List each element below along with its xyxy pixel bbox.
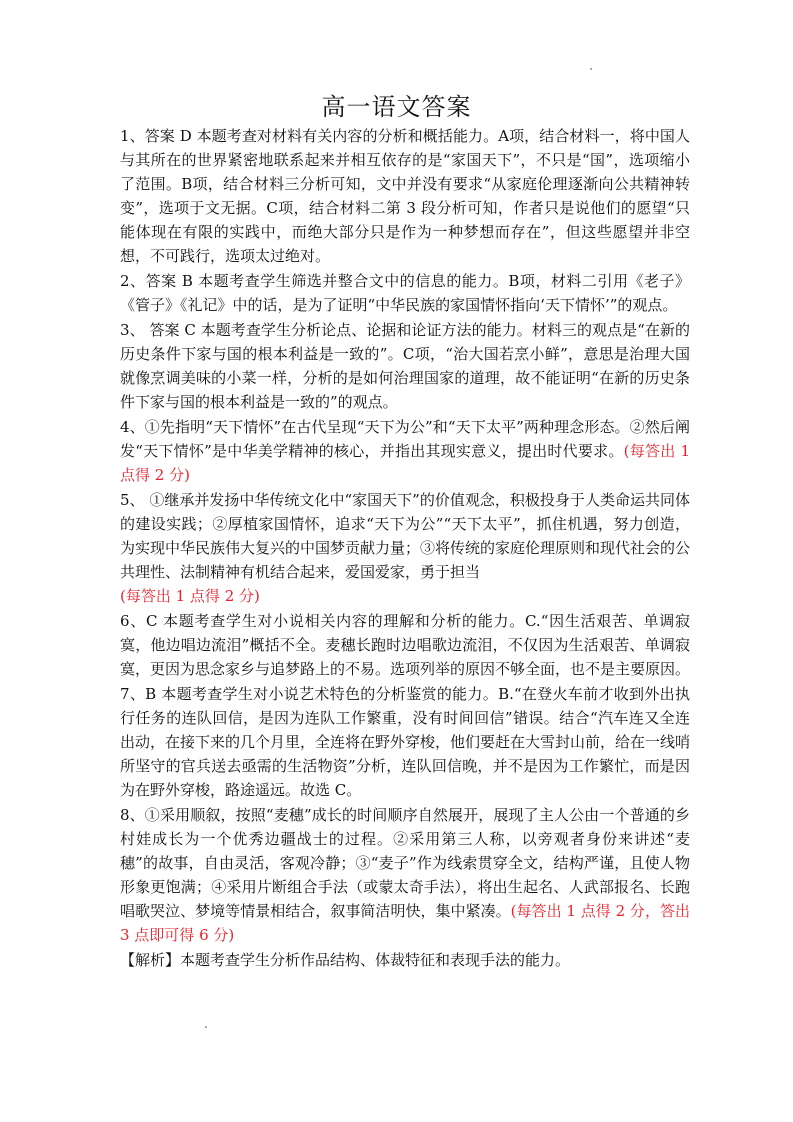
answer-8: 8、①采用顺叙，按照“麦穗”成长的时间顺序自然展开，展现了主人公由一个普通的乡村娃成长为一个优秀边疆战士的过程。②采用第三人称，以旁观者身份来讲述“麦穗”的故事，自由灵活，客观冷静；③“麦子”作为线索贯穿全文，结构严谨，且使人物形象更饱满；④采用片断组合手法（或蒙太奇手法），将出生起名、人武部报名、长跑唱歌哭泣、梦境等情景相结合，叙事简洁明快，集中紧凑。(每答出 1 点得 2 分，答出 3 点即可得 6 分): [120, 806, 690, 944]
page-title: 高一语文答案: [321, 93, 472, 121]
scoring-note: (每答出 1 点得 2 分，答出 3 点即可得 6 分): [120, 902, 690, 944]
answer-2: 2、答案 B 本题考查学生筛选并整合文中的信息的能力。B项，材料二引用《老子》《管子》《礼记》中的话，是为了证明“中华民族的家国情怀指向‘天下情怀’”的观点。: [120, 272, 690, 314]
scan-speck: [205, 1026, 207, 1028]
analysis-note: 【解析】本题考查学生分析作品结构、体裁特征和表现手法的能力。: [120, 951, 571, 969]
answer-3: 3、 答案 C 本题考查学生分析论点、论据和论证方法的能力。材料三的观点是“在新的历史条件下家与国的根本利益是一致的”。C项，“治大国若烹小鲜”，意思是治理大国就像烹调美味的小菜一样，分析的是如何治理国家的道理，故不能证明“在新的历史条件下家与国的根本利益是一致的”的观点。: [120, 321, 690, 411]
scan-speck: [590, 68, 592, 70]
answer-1: 1、答案 D 本题考查对材料有关内容的分析和概括能力。A项，结合材料一，将中国人与其所在的世界紧密地联系起来并相互依存的是“家国天下”，不只是“国”，选项缩小了范围。B项，结合材料三分析可知，文中并没有要求“从家庭伦理逐渐向公共精神转变”，选项于文无据。C项，结合材料二第 3 段分析可知，作者只是说他们的愿望“只能体现在有限的实践中，而绝大部分只是作为一种梦想而存在”，但这些愿望并非空想，不可践行，选项太过绝对。: [120, 127, 690, 265]
answer-7: 7、B 本题考查学生对小说艺术特色的分析鉴赏的能力。B.“在登火车前才收到外出执行任务的连队回信，是因为连队工作繁重，没有时间回信”错误。结合“汽车连又全连出动，在接下来的几个月里，全连将在野外穿梭，他们要赶在大雪封山前，给在一线哨所坚守的官兵送去亟需的生活物资”分析，连队回信晚，并不是因为工作繁忙，而是因为在野外穿梭，路途遥远。故选 C。: [120, 685, 691, 799]
answer-4: 4、①先指明“天下情怀”在古代呈现“天下为公”和“天下太平”两种理念形态。②然后阐发“天下情怀”是中华美学精神的核心，并指出其现实意义，提出时代要求。(每答出 1 点得 2 分): [120, 418, 690, 484]
answer-body: [120, 124, 690, 973]
scoring-note: (每答出 1 点得 2 分): [120, 442, 690, 484]
answer-6: 6、C 本题考查学生对小说相关内容的理解和分析的能力。C.“因生活艰苦、单调寂寞，他边唱边流泪”概括不全。麦穗长跑时边唱歌边流泪，不仅因为生活艰苦、单调寂寞，更因为思念家乡与追梦路上的不易。选项列举的原因不够全面，也不是主要原因。: [120, 612, 691, 678]
scoring-note: (每答出 1 点得 2 分): [120, 587, 260, 605]
answer-5: 5、 ①继承并发扬中华传统文化中“家国天下”的价值观念，积极投身于人类命运共同体的建设实践；②厚植家国情怀，追求“天下为公”“天下太平”，抓住机遇，努力创造，为实现中华民族伟大复兴的中国梦贡献力量；③将传统的家庭伦理原则和现代社会的公共理性、法制精神有机结合起来，爱国爱家，勇于担当 (每答出 1 点得 2 分): [120, 491, 691, 605]
